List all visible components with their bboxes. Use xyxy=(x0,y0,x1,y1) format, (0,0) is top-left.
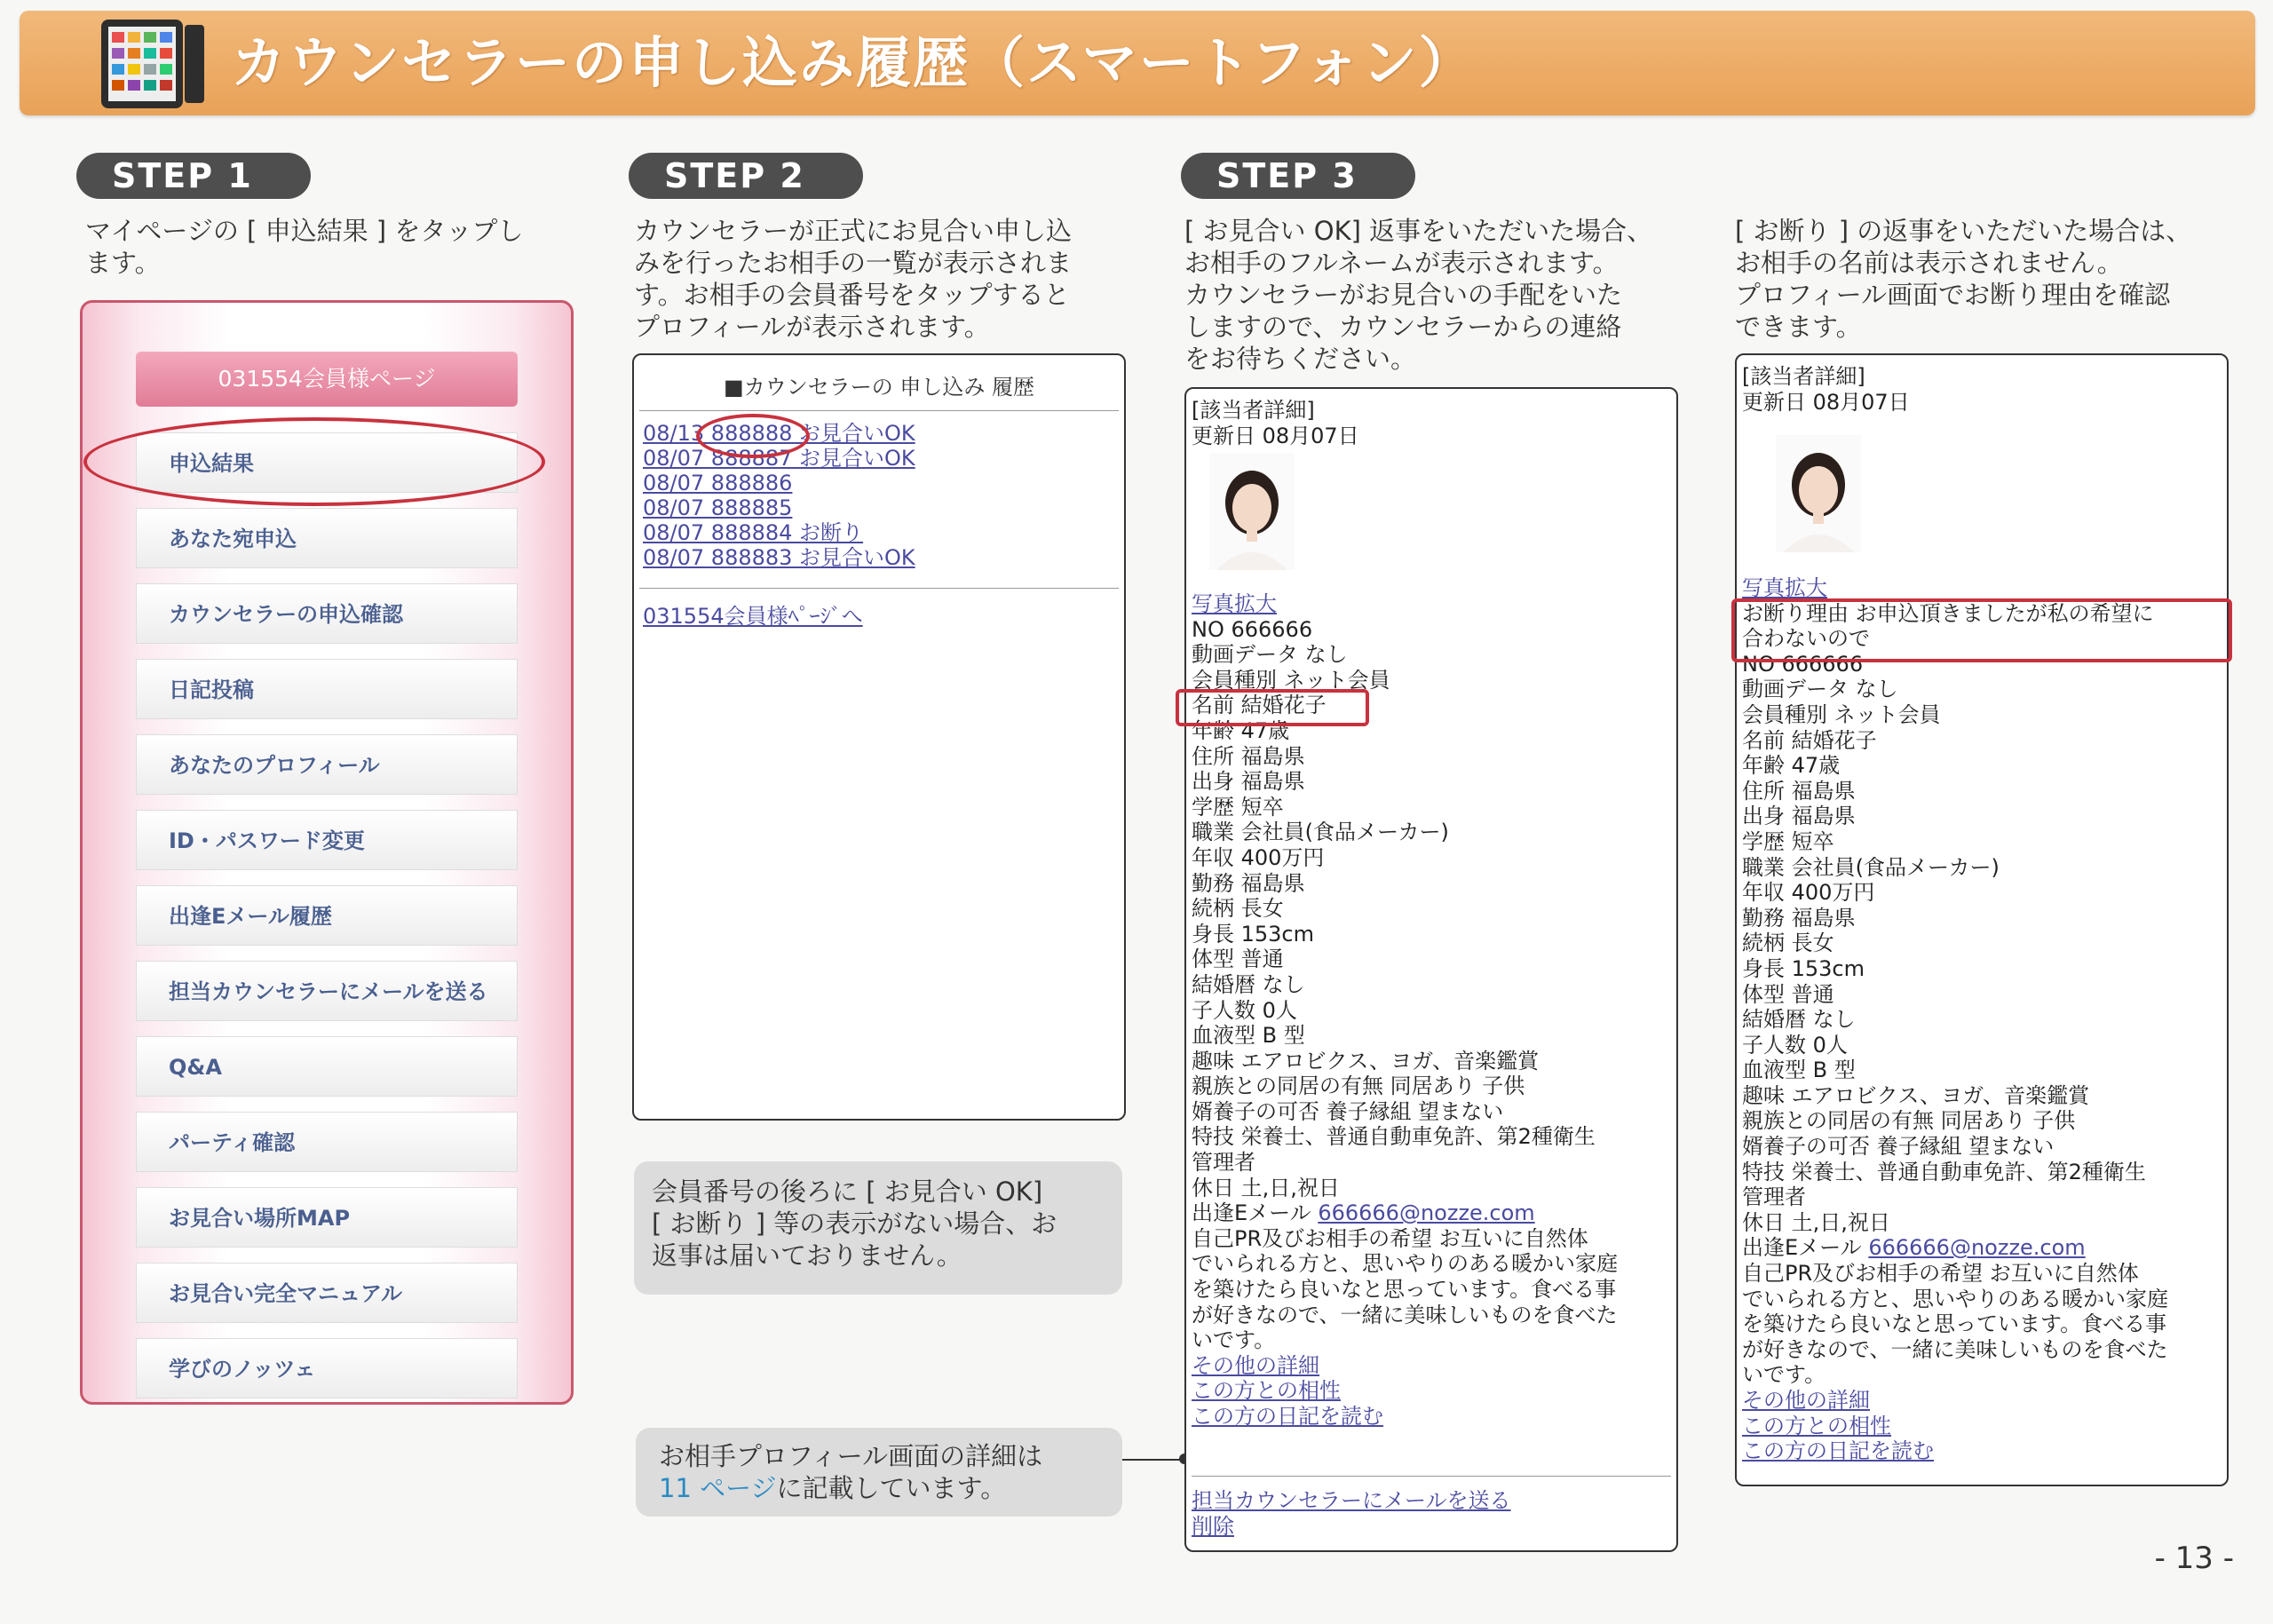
refusal-description: [ お断り ] の返事をいただいた場合は、 お相手の名前は表示されません。 プロフィール画面でお断り理由を確認 できます。 xyxy=(1735,216,2192,342)
photo-enlarge-link[interactable]: 写真拡大 xyxy=(1742,575,1827,600)
other-details-link[interactable]: その他の詳細 xyxy=(1192,1352,1319,1378)
history-item[interactable]: 08/07 888885 xyxy=(643,495,793,520)
profile-photo[interactable] xyxy=(1776,435,1861,552)
smartphone-tablet-icon xyxy=(85,11,210,115)
menu-mail-counselor[interactable]: 担当カウンセラーにメールを送る xyxy=(136,961,518,1021)
menu-meeting-place-map[interactable]: お見合い場所MAP xyxy=(136,1187,518,1248)
back-to-member-page-link[interactable]: 031554会員様ﾍﾟｰｼﾞへ xyxy=(643,604,863,629)
history-title: ■カウンセラーの 申し込み 履歴 xyxy=(724,375,1034,400)
menu-email-history[interactable]: 出逢Eメール履歴 xyxy=(136,885,518,946)
compatibility-link[interactable]: この方との相性 xyxy=(1192,1378,1341,1404)
history-item[interactable]: 08/07 888884 お断り xyxy=(643,520,864,545)
step-2-badge: STEP 2 xyxy=(629,153,851,199)
photo-enlarge-link[interactable]: 写真拡大 xyxy=(1192,591,1277,616)
email-link[interactable]: 666666@nozze.com xyxy=(1868,1235,2086,1261)
step-1-description: マイページの [ 申込結果 ] をタップし ます。 xyxy=(85,216,524,278)
step-2-description: カウンセラーが正式にお見合い申し込 みを行ったお相手の一覧が表示されま す。お相手の会員番号をタップすると プロフィールが表示されます。 xyxy=(634,216,1073,342)
title-bar xyxy=(20,11,2255,115)
menu-applications-to-you[interactable]: あなた宛申込 xyxy=(136,508,518,568)
mail-counselor-link[interactable]: 担当カウンセラーにメールを送る xyxy=(1192,1488,1511,1513)
history-item[interactable]: 08/07 888886 xyxy=(643,471,793,495)
woman-portrait-icon xyxy=(1776,435,1861,552)
profile-reference-note: お相手プロフィール画面の詳細は 11 ページに記載しています。 xyxy=(636,1428,1122,1517)
refusal-reason: お断り理由 お申込頂きましたが私の希望に xyxy=(1742,600,2154,626)
connector-line xyxy=(1122,1459,1184,1461)
history-item[interactable]: 08/07 888887 お見合いOK xyxy=(643,446,915,471)
member-page-header: 031554会員様ページ xyxy=(136,352,518,407)
highlight-refusal-reason xyxy=(1731,598,2232,662)
menu-qa[interactable]: Q&A xyxy=(136,1036,518,1097)
step-3-description: [ お見合い OK] 返事をいただいた場合、 お相手のフルネームが表示されます。 カウンセラーがお見合いの手配をいた しますので、カウンセラーからの連絡 をお待ちください。 xyxy=(1184,216,1653,374)
step-3-badge: STEP 3 xyxy=(1181,153,1403,199)
delete-link[interactable]: 削除 xyxy=(1192,1513,1234,1539)
read-diary-link[interactable]: この方の日記を読む xyxy=(1192,1404,1383,1429)
step-1-badge: STEP 1 xyxy=(76,153,298,199)
menu-counselor-apply-check[interactable]: カウンセラーの申込確認 xyxy=(136,583,518,644)
page-number: - 13 - xyxy=(2154,1541,2234,1576)
menu-learning-nozze[interactable]: 学びのノッツェ xyxy=(136,1338,518,1398)
menu-your-profile[interactable]: あなたのプロフィール xyxy=(136,734,518,795)
page-title: カウンセラーの申し込み履歴（スマートフォン） xyxy=(231,30,1476,95)
history-item[interactable]: 08/07 888883 お見合いOK xyxy=(643,545,915,570)
menu-meeting-manual[interactable]: お見合い完全マニュアル xyxy=(136,1263,518,1323)
no-reply-note: 会員番号の後ろに [ お見合い OK] [ お断り ] 等の表示がない場合、お 返事は届いておりません。 xyxy=(634,1161,1122,1295)
menu-id-password-change[interactable]: ID・パスワード変更 xyxy=(136,810,518,870)
other-details-link[interactable]: その他の詳細 xyxy=(1742,1388,1870,1413)
read-diary-link[interactable]: この方の日記を読む xyxy=(1742,1438,1934,1464)
compatibility-link[interactable]: この方との相性 xyxy=(1742,1413,1891,1438)
highlight-apply-results xyxy=(83,417,545,506)
profile-ok-screen: [該当者詳細] 更新日 08月07日 写真拡大 NO 666666 動画データ なし 会員種別 ネット会員 名前 結婚花子 年齢 47歳 住所 福島県 出身 福島県 学歴 短卒 職業 会社員(食品メーカー) 年収 400万円 勤務 福島県 続柄 長女 身長 153cm 体型 普通 結婚暦 なし 子人数 0人 血液型 B 型 趣味 エアロビクス、ヨガ、音楽鑑賞 親族との同居の有無 同居あり 子供 婿養子の可否 養子縁組 望まない 特技 栄養士、普通自動車免許、第2種衛生 管理者 休日 土,日,祝日 出逢Eメール 666666@nozze.com 自己PR及びお相手の希望 お互いに自然体 でいられる方と、思いやりのある暖かい家庭 を築けたら良いなと思っています。食べる事 が好きなので、一緒に美味しいものを食べた いです。 その他の詳細 この方との相性 この方の日記を読む 担当カウンセラーにメールを送る 削除 xyxy=(1184,387,1678,1552)
menu-apply-results[interactable]: 申込結果 xyxy=(136,432,518,493)
menu-diary-post[interactable]: 日記投稿 xyxy=(136,659,518,719)
woman-portrait-icon xyxy=(1209,453,1295,570)
history-item[interactable]: 08/13 888888 お見合いOK xyxy=(643,421,915,446)
menu-party-check[interactable]: パーティ確認 xyxy=(136,1112,518,1172)
profile-refused-screen: [該当者詳細] 更新日 08月07日 写真拡大 お断り理由 お申込頂きましたが私の希望に 合わないので NO 666666 動画データ なし 会員種別 ネット会員 名前 結婚花子 年齢 47歳 住所 福島県 出身 福島県 学歴 短卒 職業 会社員(食品メーカー) 年収 400万円 勤務 福島県 続柄 長女 身長 153cm 体型 普通 結婚暦 なし 子人数 0人 血液型 B 型 趣味 エアロビクス、ヨガ、音楽鑑賞 親族との同居の有無 同居あり 子供 婿養子の可否 養子縁組 望まない 特技 栄養士、普通自動車免許、第2種衛生 管理者 休日 土,日,祝日 出逢Eメール 666666@nozze.com 自己PR及びお相手の希望 お互いに自然体 でいられる方と、思いやりのある暖かい家庭 を築けたら良いなと思っています。食べる事 が好きなので、一緒に美味しいものを食べた いです。 その他の詳細 この方との相性 この方の日記を読む xyxy=(1735,353,2229,1486)
highlight-member-number xyxy=(696,414,810,458)
email-link[interactable]: 666666@nozze.com xyxy=(1318,1200,1535,1226)
highlight-full-name xyxy=(1176,689,1369,726)
reference-page: 11 ページ xyxy=(659,1473,777,1503)
application-history-screen xyxy=(632,353,1126,1121)
profile-photo[interactable] xyxy=(1209,453,1295,570)
